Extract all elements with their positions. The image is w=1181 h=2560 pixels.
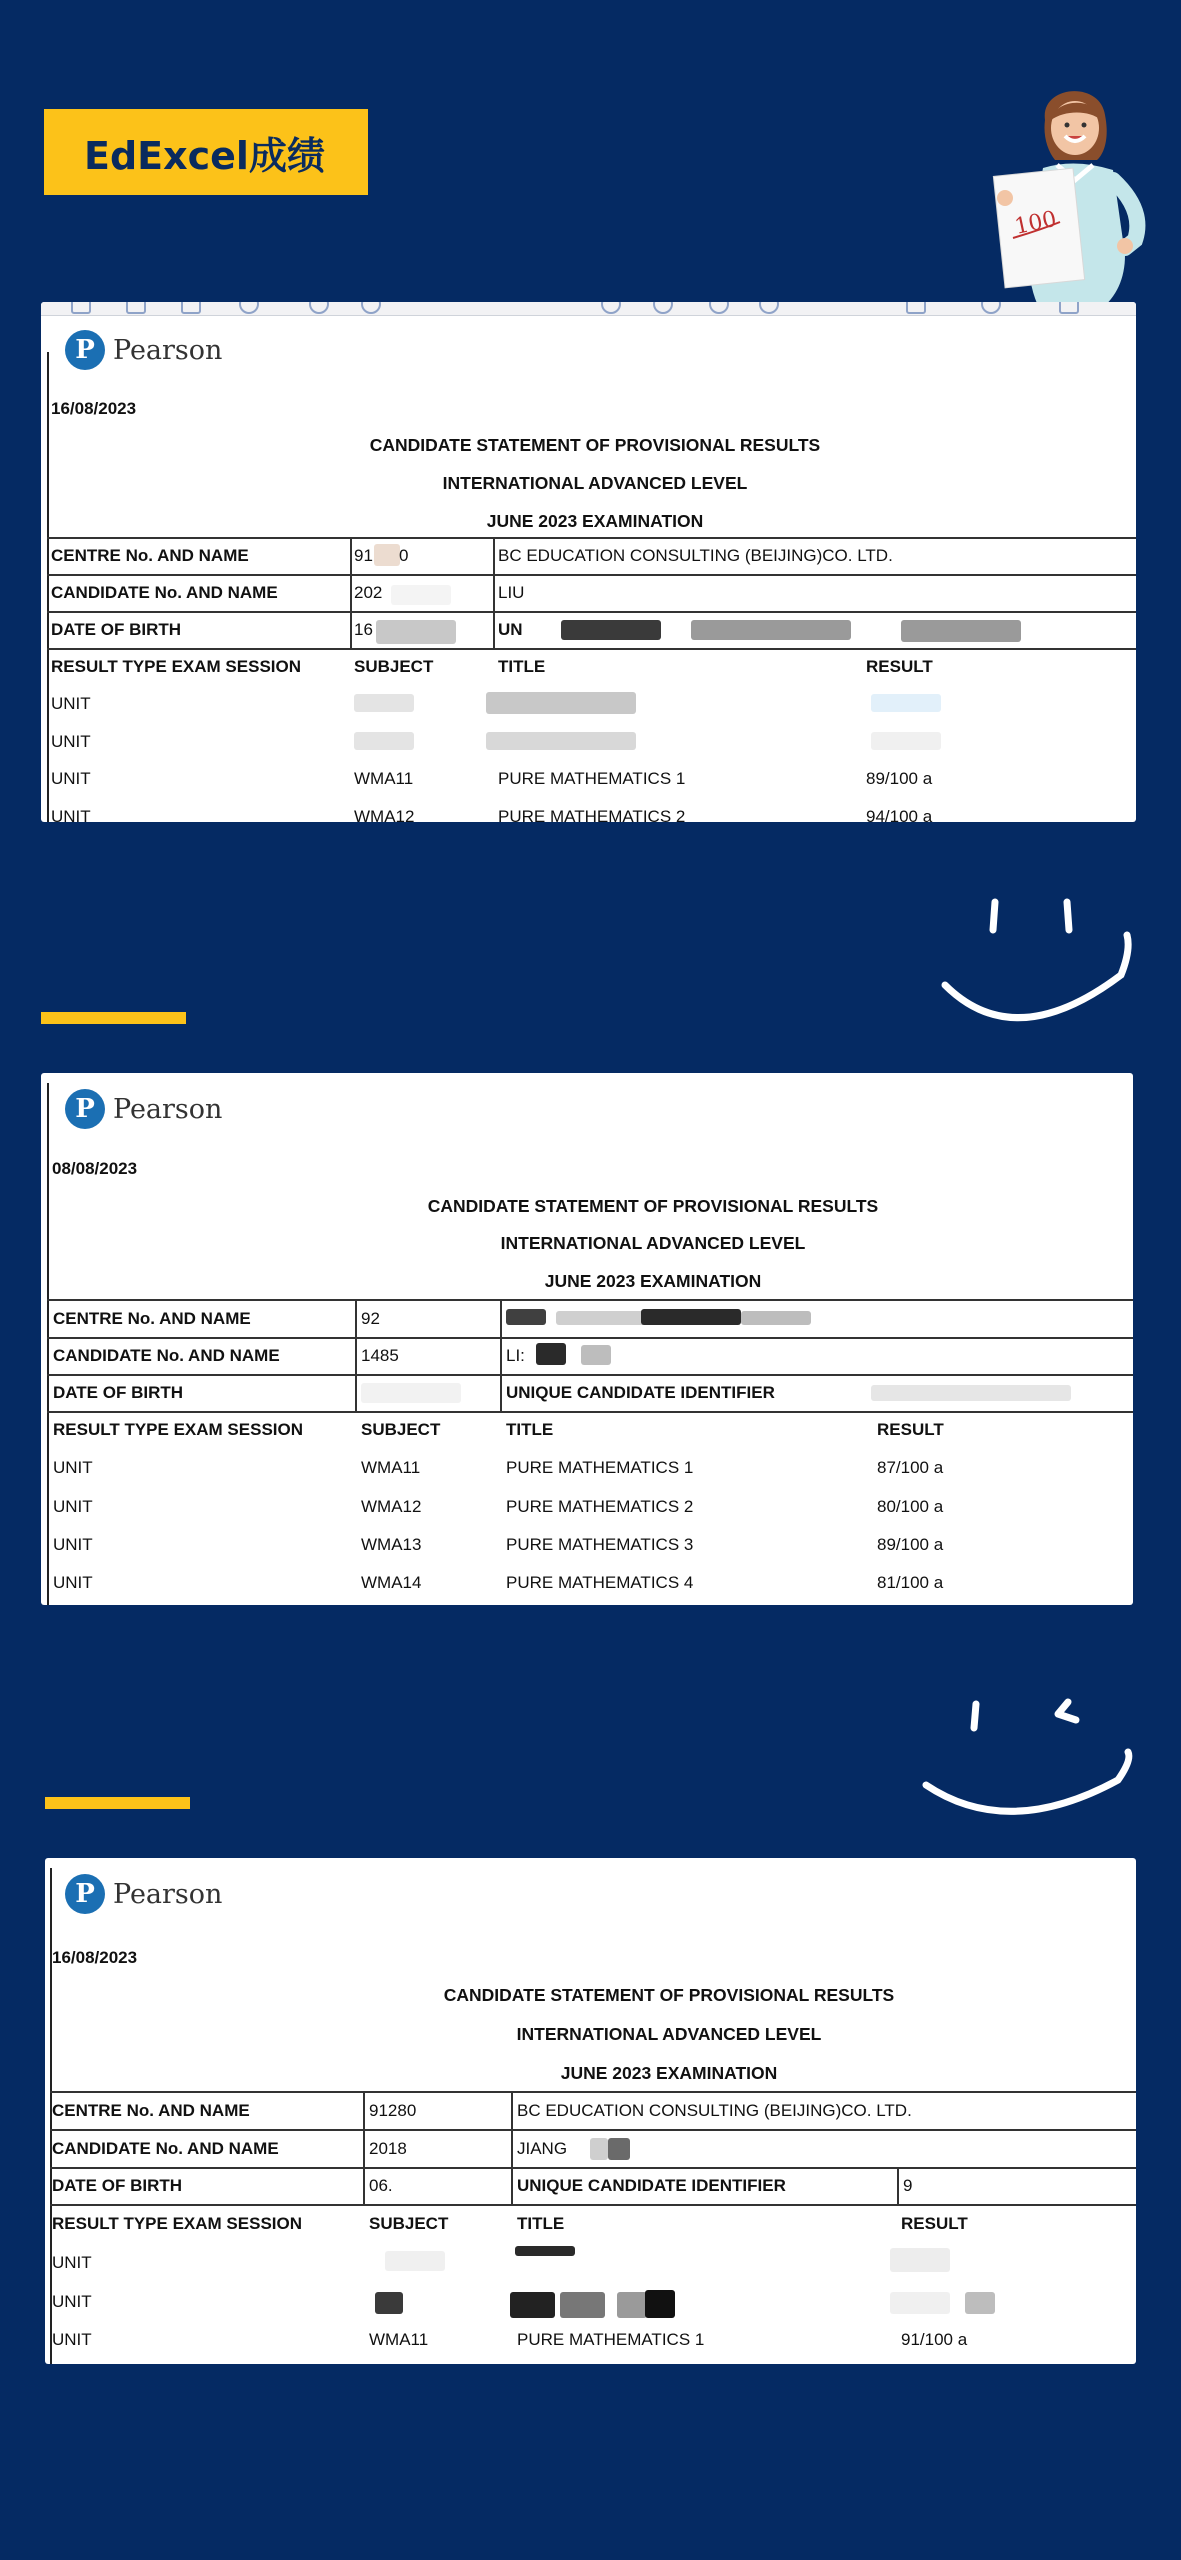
table-rule (47, 537, 1136, 539)
table-rule (47, 1337, 1133, 1339)
table-rule (47, 1374, 1133, 1376)
pearson-p-icon: P (65, 1874, 105, 1914)
centre-number: 91 (354, 546, 373, 565)
uci-label: UN (498, 620, 523, 639)
pearson-logo: P Pearson (65, 1089, 222, 1129)
row-result: 94/100 a (866, 807, 933, 822)
pearson-logo: P Pearson (65, 330, 222, 370)
results-statement-card (45, 1858, 1136, 2364)
row-subject: WMA11 (361, 1458, 421, 1477)
row-type: UNIT (52, 2292, 92, 2311)
title-header: TITLE (506, 1420, 554, 1439)
dob-label: DATE OF BIRTH (52, 2176, 183, 2195)
row-result: 91/100 a (901, 2330, 968, 2349)
row-subject: WMA13 (361, 1535, 422, 1554)
redaction (560, 2292, 605, 2318)
candidate-number: 2018 (369, 2139, 407, 2158)
row-result: 89/100 a (877, 1535, 944, 1554)
redaction (890, 2292, 950, 2314)
centre-name: BC EDUCATION CONSULTING (BEIJING)CO. LTD. (517, 2101, 912, 2120)
dob-value: 16 (354, 620, 373, 639)
centre-label: CENTRE No. AND NAME (51, 546, 249, 565)
row-subject: WMA12 (354, 807, 415, 822)
level-heading: INTERNATIONAL ADVANCED LEVEL (516, 2024, 822, 2044)
table-rule (50, 2129, 1136, 2131)
redaction (617, 2292, 647, 2318)
table-column-rule (493, 537, 495, 648)
smiley-face-decoration (935, 890, 1135, 1050)
redaction (901, 620, 1021, 642)
redaction (890, 2248, 950, 2272)
table-column-rule (511, 2091, 513, 2204)
table-rule (47, 1411, 1133, 1413)
title-header: TITLE (517, 2214, 565, 2233)
exam-session-heading: JUNE 2023 EXAMINATION (486, 511, 704, 531)
result-header: RESULT (901, 2214, 968, 2233)
redaction (375, 2292, 403, 2314)
centre-number-tail: 0 (399, 546, 409, 565)
redaction (590, 2138, 608, 2160)
candidate-label: CANDIDATE No. AND NAME (52, 2139, 279, 2158)
results-statement-card (41, 1073, 1133, 1605)
girl-holding-score-sign-illustration (985, 80, 1160, 310)
row-type: UNIT (53, 1573, 93, 1592)
dob-value: 06. (369, 2176, 393, 2195)
redaction (515, 2246, 575, 2256)
redaction (871, 694, 941, 712)
yellow-divider-bar (45, 1797, 190, 1809)
candidate-number: 1485 (361, 1346, 399, 1365)
row-subject: WMA11 (354, 769, 414, 788)
title-header: TITLE (498, 657, 546, 676)
statement-heading: CANDIDATE STATEMENT OF PROVISIONAL RESULTS (369, 435, 821, 455)
redaction (354, 694, 414, 712)
centre-number: 92 (361, 1309, 380, 1328)
redaction (608, 2138, 630, 2160)
redaction (486, 692, 636, 714)
candidate-name: JIANG (517, 2139, 568, 2158)
redaction (385, 2251, 445, 2271)
redaction (871, 1385, 1071, 1401)
candidate-label: CANDIDATE No. AND NAME (53, 1346, 280, 1365)
table-column-rule (363, 2091, 365, 2204)
row-type: UNIT (51, 769, 91, 788)
row-type: UNIT (51, 807, 91, 822)
statement-date: 16/08/2023 (51, 399, 137, 418)
row-type: UNIT (53, 1458, 93, 1477)
exam-session-heading: JUNE 2023 EXAMINATION (560, 2063, 778, 2083)
uci-value: 9 (903, 2176, 913, 2195)
redaction (506, 1309, 546, 1325)
level-heading: INTERNATIONAL ADVANCED LEVEL (442, 473, 748, 493)
redaction (641, 1309, 741, 1325)
row-subject: WMA14 (361, 1573, 422, 1592)
row-result: 87/100 a (877, 1458, 944, 1477)
row-type: UNIT (52, 2253, 92, 2272)
centre-label: CENTRE No. AND NAME (53, 1309, 251, 1328)
row-result: 80/100 a (877, 1497, 944, 1516)
redaction (391, 585, 451, 605)
subject-header: SUBJECT (354, 657, 434, 676)
row-title: PURE MATHEMATICS 3 (506, 1535, 694, 1554)
exam-session-heading: JUNE 2023 EXAMINATION (544, 1271, 762, 1291)
subject-header: SUBJECT (369, 2214, 449, 2233)
row-result: 81/100 a (877, 1573, 944, 1592)
result-type-header: RESULT TYPE EXAM SESSION (51, 657, 302, 676)
redaction (965, 2292, 995, 2314)
table-column-rule (355, 1299, 357, 1411)
row-type: UNIT (52, 2330, 92, 2349)
table-rule (47, 574, 1136, 576)
row-title: PURE MATHEMATICS 4 (506, 1573, 694, 1592)
svg-text:100: 100 (1012, 206, 1059, 240)
table-rule (47, 648, 1136, 650)
redaction (361, 1383, 461, 1403)
row-type: UNIT (51, 732, 91, 751)
candidate-name: LI: (506, 1346, 525, 1365)
result-type-header: RESULT TYPE EXAM SESSION (52, 2214, 303, 2233)
redaction (536, 1343, 566, 1365)
redaction (376, 620, 456, 644)
redaction (871, 732, 941, 750)
row-title: PURE MATHEMATICS 2 (506, 1497, 694, 1516)
table-rule (50, 2167, 1136, 2169)
centre-name: BC EDUCATION CONSULTING (BEIJING)CO. LTD. (498, 546, 893, 565)
row-title: PURE MATHEMATICS 1 (506, 1458, 694, 1477)
pearson-p-icon: P (65, 1089, 105, 1129)
subject-header: SUBJECT (361, 1420, 441, 1439)
statement-date: 16/08/2023 (52, 1948, 138, 1967)
table-rule (50, 2091, 1136, 2093)
dob-label: DATE OF BIRTH (53, 1383, 184, 1402)
redaction (581, 1345, 611, 1365)
centre-label: CENTRE No. AND NAME (52, 2101, 250, 2120)
redaction (354, 732, 414, 750)
uci-label: UNIQUE CANDIDATE IDENTIFIER (517, 2176, 786, 2195)
row-type: UNIT (53, 1535, 93, 1554)
result-header: RESULT (866, 657, 933, 676)
page-title: EdExcel成绩 (44, 109, 368, 195)
level-heading: INTERNATIONAL ADVANCED LEVEL (500, 1233, 806, 1253)
table-rule (47, 1299, 1133, 1301)
dob-label: DATE OF BIRTH (51, 620, 182, 639)
row-subject: WMA11 (369, 2330, 429, 2349)
statement-date: 08/08/2023 (52, 1159, 138, 1178)
result-header: RESULT (877, 1420, 944, 1439)
row-type: UNIT (51, 694, 91, 713)
centre-number: 91280 (369, 2101, 417, 2120)
redaction (741, 1311, 811, 1325)
row-result: 89/100 a (866, 769, 933, 788)
redaction (486, 732, 636, 750)
uci-label: UNIQUE CANDIDATE IDENTIFIER (506, 1383, 775, 1402)
row-title: PURE MATHEMATICS 1 (517, 2330, 705, 2349)
redaction (691, 620, 851, 640)
candidate-name: LIU (498, 583, 525, 602)
pearson-logo: P Pearson (65, 1874, 222, 1914)
table-column-rule (500, 1299, 502, 1411)
results-statement-card (41, 302, 1136, 822)
statement-heading: CANDIDATE STATEMENT OF PROVISIONAL RESULTS (443, 1985, 895, 2005)
table-column-rule (350, 537, 352, 648)
table-rule (50, 2204, 1136, 2206)
page-border (47, 352, 49, 822)
row-title: PURE MATHEMATICS 1 (498, 769, 686, 788)
redaction (645, 2290, 675, 2318)
candidate-number: 202 (354, 583, 383, 602)
table-column-rule (897, 2167, 899, 2204)
candidate-label: CANDIDATE No. AND NAME (51, 583, 278, 602)
row-type: UNIT (53, 1497, 93, 1516)
redaction (510, 2292, 555, 2318)
row-subject: WMA12 (361, 1497, 422, 1516)
yellow-divider-bar (41, 1012, 186, 1024)
result-type-header: RESULT TYPE EXAM SESSION (53, 1420, 304, 1439)
statement-heading: CANDIDATE STATEMENT OF PROVISIONAL RESULTS (427, 1196, 879, 1216)
pearson-p-icon: P (65, 330, 105, 370)
redaction (374, 544, 400, 566)
redaction (561, 620, 661, 640)
row-title: PURE MATHEMATICS 2 (498, 807, 686, 822)
winking-face-decoration (918, 1690, 1138, 1840)
page-border (47, 1083, 49, 1605)
table-rule (47, 611, 1136, 613)
